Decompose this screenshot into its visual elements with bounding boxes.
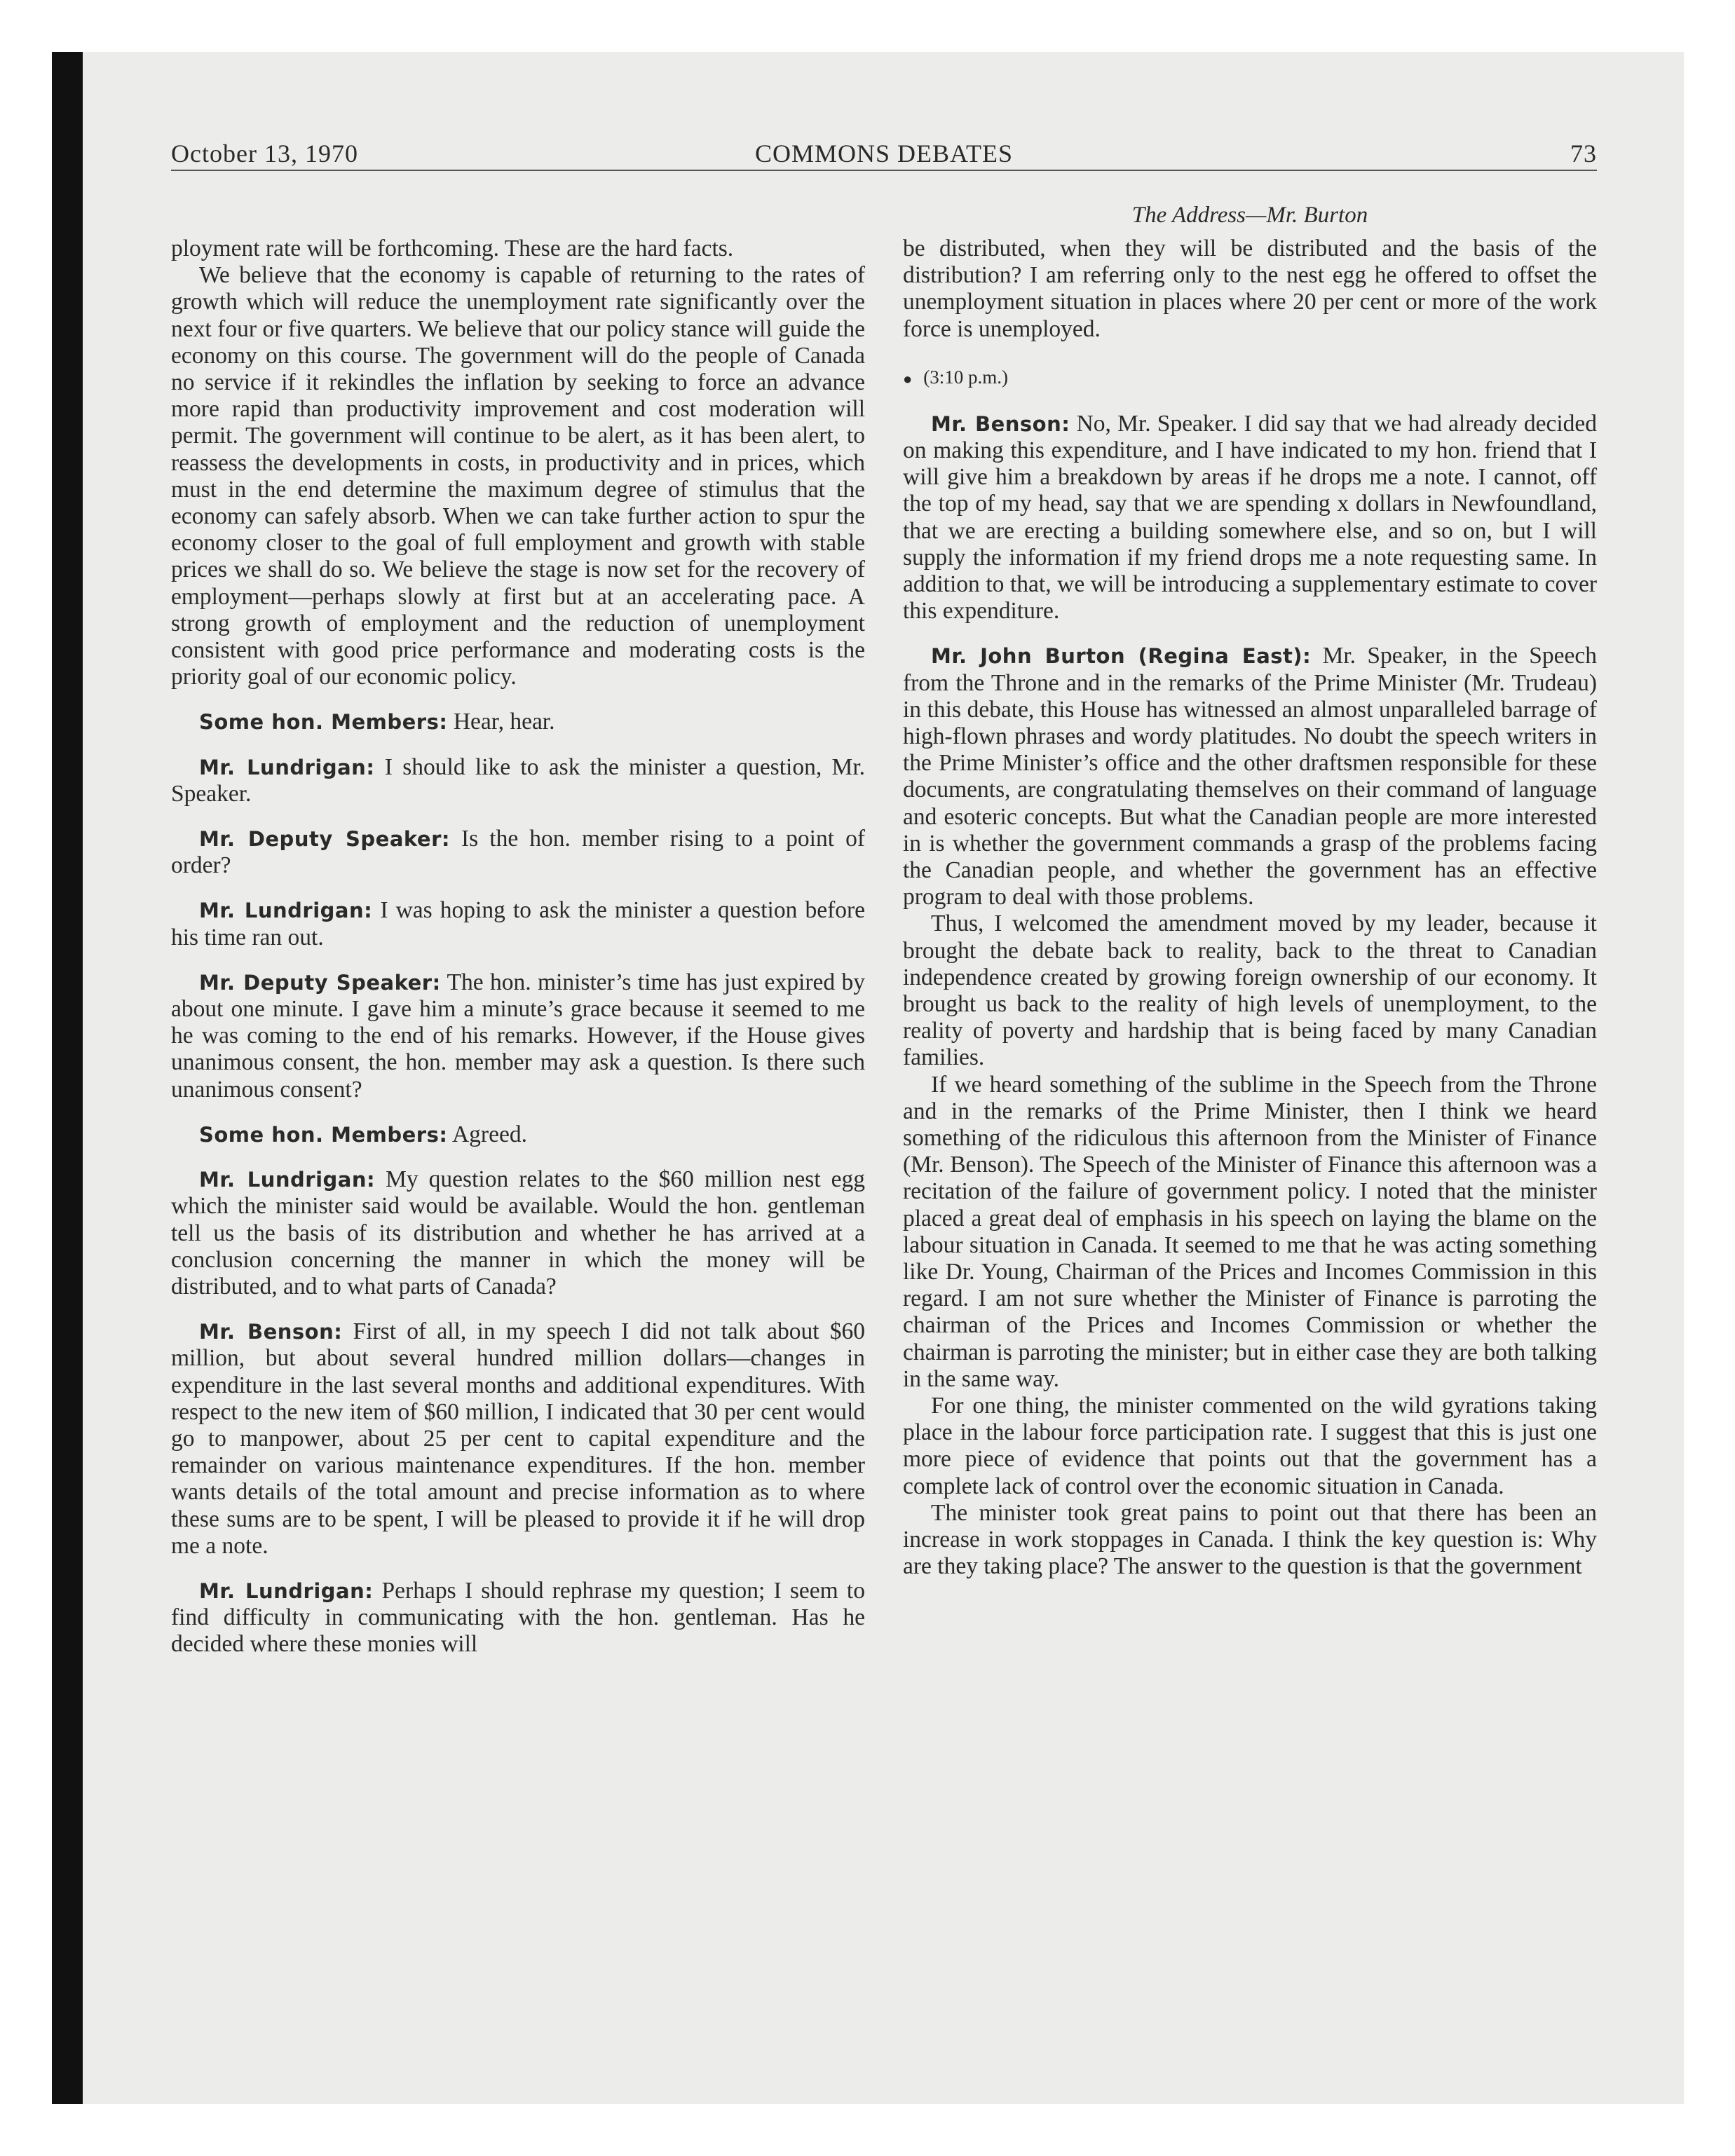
speech bbox=[171, 1318, 865, 1560]
left-column bbox=[171, 236, 865, 1911]
time-marker bbox=[903, 364, 1597, 393]
speech bbox=[903, 411, 1597, 625]
speech bbox=[903, 643, 1597, 910]
speech-text: No, Mr. Speaker. I did say that we had already decided on making this expenditure, and I have indicated to my hon. friend that I will give him a breakdown by areas if he drops me a note. I cannot, off the top of my head, say that we are spending x dollars in Newfoundland, that we are erecting a building somewhere else, and so on, but I will supply the information if my friend drops me a note requesting same. In addition to that, we will be introducing a supplementary estimate to cover this expenditure. bbox=[903, 410, 1598, 625]
time-text: (3:10 p.m.) bbox=[923, 366, 1009, 388]
speaker-name: Mr. Deputy Speaker: bbox=[199, 970, 441, 995]
running-head bbox=[171, 139, 1597, 174]
speaker-name: Mr. John Burton (Regina East): bbox=[931, 644, 1312, 669]
paragraph: For one thing, the minister commented on the wild gyrations taking place in the labour force participation rate. I suggest that this is just one more piece of evidence that points out that the government has a complete lack of control over the economic situation in Canada. bbox=[903, 1393, 1597, 1499]
binding-shadow bbox=[52, 52, 83, 2104]
paragraph: The minister took great pains to point out that there has been an increase in work stoppages in Canada. I think the key question is: Why are they taking place? The answer to the question is that the government bbox=[903, 1499, 1597, 1580]
speech-text: Mr. Speaker, in the Speech from the Throne and in the remarks of the Prime Minister (Mr. Trudeau) in this debate, this House has witnessed an almost unparalleled barrage of high-flown phrases and wordy platitudes. No doubt the speech writers in the Prime Minister’s office and the other draftsmen responsible for these documents, are congratulating themselves on their command of language and esoteric concepts. But what the Canadian people are more interested in is whether the government commands a grasp of the problems facing the Canadian people, and whether the government has an effective program to deal with those problems. bbox=[903, 643, 1598, 910]
speech-text: Agreed. bbox=[451, 1121, 527, 1147]
speaker-name: Mr. Lundrigan: bbox=[199, 1578, 374, 1603]
speech bbox=[171, 1578, 865, 1658]
speech bbox=[171, 969, 865, 1103]
speaker-name: Mr. Lundrigan: bbox=[199, 899, 373, 923]
paragraph: Thus, I welcomed the amendment moved by my leader, because it brought the debate back to reality, back to the threat to Canadian independence created by growing foreign ownership of our economy. It brought us back to the reality of high levels of unemployment, to the reality of poverty and hardship that is being faced by many Canadian families. bbox=[903, 910, 1597, 1071]
bullet-icon: ● bbox=[903, 369, 913, 388]
speech bbox=[171, 754, 865, 807]
speech-text: My question relates to the $60 million nest egg which the minister said would be available. Would the hon. gentleman tell us the basis of its distribution and whether he has arrived at a conclusion concerning the manner in which the money will be distributed, and to what parts of Canada? bbox=[171, 1166, 866, 1299]
speech-text: Hear, hear. bbox=[453, 709, 555, 735]
speech-text: I was hoping to ask the minister a question before his time ran out. bbox=[171, 897, 865, 950]
speech bbox=[171, 897, 865, 950]
speaker-name: Mr. Lundrigan: bbox=[199, 1168, 376, 1192]
header-journal-title: COMMONS DEBATES bbox=[754, 139, 1014, 168]
page-number: 73 bbox=[1570, 139, 1597, 168]
speech bbox=[171, 826, 865, 879]
speaker-name: Some hon. Members: bbox=[199, 710, 448, 735]
speech-text: Perhaps I should rephrase my question; I seem to find difficulty in communicating with the hon. gentleman. Has he decided where these monies will bbox=[171, 1577, 865, 1658]
speech-text: I should like to ask the minister a question, Mr. Speaker. bbox=[171, 753, 865, 807]
header-date: October 13, 1970 bbox=[171, 139, 358, 168]
paragraph: ployment rate will be forthcoming. These are the hard facts. bbox=[171, 236, 734, 261]
speaker-name: Mr. Lundrigan: bbox=[199, 755, 375, 779]
speaker-name: Some hon. Members: bbox=[199, 1122, 448, 1147]
speech bbox=[171, 1166, 865, 1300]
speech-text: First of all, in my speech I did not talk about $60 million, but about several hundred million dollars—changes in expenditure in the last several months and additional expenditures. With respect to the new item of $60 million, I indicated that 30 per cent would go to manpower, about 25 per cent to capital expenditure and the remainder on various maintenance expenditures. If the hon. member wants details of the total amount and precise information as to where these sums are to be spent, I will be pleased to provide it if he will drop me a note. bbox=[171, 1318, 865, 1559]
paragraph: If we heard something of the sublime in the Speech from the Throne and in the remarks of the Prime Minister, then I think we heard something of the ridiculous this afternoon from the Minister of Finance (Mr. Benson). The Speech of the Minister of Finance this afternoon was a recitation of the failure of government policy. I noted that the minister placed a great deal of emphasis in his speech on laying the blame on the labour situation in Canada. It seemed to me that he was acting something like Dr. Young, Chairman of the Prices and Incomes Commission in this regard. I am not sure whether the Minister of Finance is parroting the chairman of the Prices and Incomes Commission or whether the chairman is parroting the minister; but in either case they are both talking in the same way. bbox=[903, 1071, 1597, 1392]
speech bbox=[171, 709, 865, 735]
paragraph: be distributed, when they will be distributed and the basis of the distribution? I am referring only to the nest egg he offered to offset the unemployment situation in places where 20 per cent or more of the work force is unemployed. bbox=[903, 236, 1597, 342]
speaker-name: Mr. Deputy Speaker: bbox=[199, 827, 450, 852]
speaker-name: Mr. Benson: bbox=[931, 411, 1070, 436]
column-heading: The Address—Mr. Burton bbox=[1131, 203, 1368, 228]
paragraph: We believe that the economy is capable of returning to the rates of growth which will reduce the unemployment rate significantly over the next four or five quarters. We believe that our policy stance will guide the economy on this course. The government will do the people of Canada no service if it rekindles the inflation by seeking to force an advance more rapid than productivity improvement and cost moderation will permit. The government will continue to be alert, as it has been alert, to reassess the developments in costs, in productivity and in prices, which must in the end determine the maximum degree of stimulus that the economy can safely absorb. When we can take further action to spur the economy closer to the goal of full employment and growth with stable prices we shall do so. We believe the stage is now set for the recovery of employment—perhaps slowly at first but at an accelerating pace. A strong growth of employment and the reduction of unemployment consistent with good price performance and moderating costs is the priority goal of our economic policy. bbox=[171, 262, 865, 690]
speech-text: The hon. minister’s time has just expired by about one minute. I gave him a minute’s grace because it seemed to me he was coming to the end of his remarks. However, if the House gives unanimous consent, the hon. member may ask a question. Is there such unanimous consent? bbox=[171, 969, 866, 1103]
header-rule bbox=[171, 170, 1597, 171]
speech-text: Is the hon. member rising to a point of order? bbox=[171, 826, 865, 879]
speech bbox=[171, 1121, 865, 1148]
right-column bbox=[903, 202, 1597, 1877]
speaker-name: Mr. Benson: bbox=[199, 1320, 343, 1344]
